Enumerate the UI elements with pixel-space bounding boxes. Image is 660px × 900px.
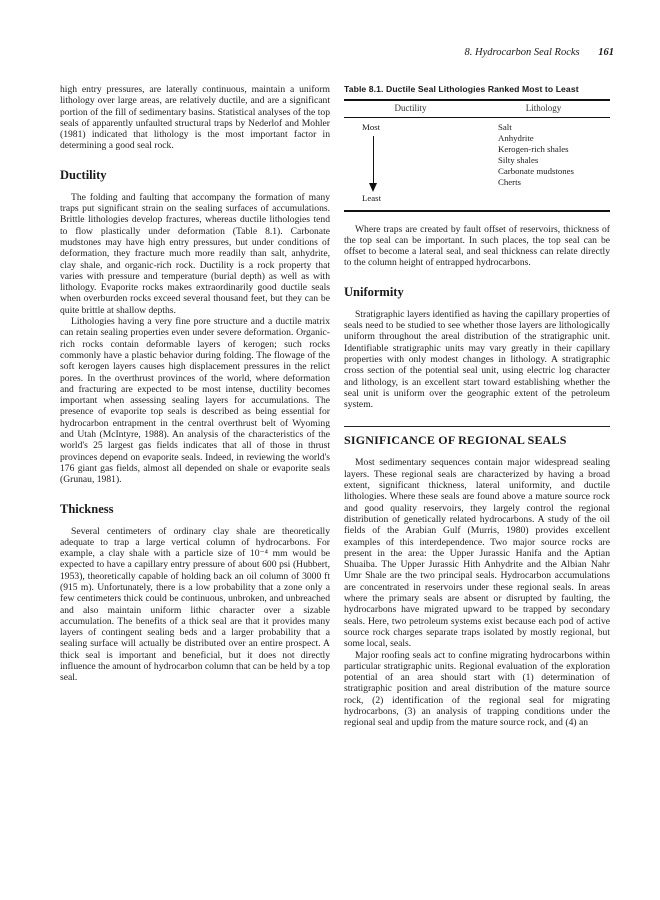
lithology-item: Salt bbox=[498, 121, 512, 132]
running-title: 8. Hydrocarbon Seal Rocks bbox=[464, 47, 580, 58]
ductility-paragraph-2: Lithologies having a very fine pore structure and a ductile matrix can retain sealing properties even under severe deformation. Organic-rich rocks contain deformable layers of kerogen; such rocks commonly have a plastic behavior during folding. The flowage of the soft kerogen layers causes high displacement pressures in the relict pores. In the overthrust provinces of the world, where deformation and fracturing are expected to be most intense, ductility becomes important when assessing sealing layers for accumulations. The presence of evaporite top seals is described as being essential for hydrocarbon entrapment in the central overthrust belt of Wyoming and Utah (McIntyre, 1988). An analysis of the characteristics of the world's 25 largest gas fields indicates that all of those in thrust provinces depend on evaporite seals. Indeed, in reviewing the world's 176 giant gas fields, almost all depended on shale or evaporite seals (Grunau, 1981). bbox=[60, 316, 330, 486]
ductility-heading: Ductility bbox=[60, 167, 107, 182]
table-header-row bbox=[344, 101, 610, 116]
table-body bbox=[344, 118, 610, 206]
table-title: Table 8.1. Ductile Seal Lithologies Ranked Most to Least bbox=[344, 84, 579, 94]
least-label: Least bbox=[362, 192, 382, 203]
lithology-item: Carbonate mudstones bbox=[498, 165, 574, 176]
down-arrow-shaft bbox=[373, 136, 374, 186]
traps-paragraph: Where traps are created by fault offset of reservoirs, thickness of the top seal can be important. In such places, the top seal can be offset to become a lateral seal, and seal thickness can relate directly to the column height of entrapped hydrocarbons. bbox=[344, 223, 610, 269]
most-label: Most bbox=[362, 121, 381, 132]
table-8-1 bbox=[344, 84, 610, 212]
column-header-ductility: Ductility bbox=[394, 103, 427, 114]
right-column bbox=[344, 84, 610, 729]
ductility-scale bbox=[344, 122, 494, 206]
page-number: 161 bbox=[598, 47, 614, 58]
lithology-item: Silty shales bbox=[498, 154, 539, 165]
down-arrow-icon bbox=[369, 183, 377, 192]
thickness-paragraph: Several centimeters of ordinary clay shale are theoretically adequate to trap a large vertical column of hydrocarbons. For example, a clay shale with a particle size of 10⁻⁴ mm would be expected to have a capillary entry pressure of about 600 psi (Hubbert, 1953), theoretically capable of holding back an oil column of 3000 ft (915 m). Unfortunately, there is a low probability that a zone only a few centimeters thick could be continuous, unbroken, and unbreached and also maintain uniform lithic character over a sizable accumulation. The benefits of a thick seal are that it provides many layers of contingent sealing beds and a larger probability that a sealing surface will actually be distributed over an entire prospect. A thick seal is important and beneficial, but it does not directly influence the amount of hydrocarbon column that can be held by a top seal. bbox=[60, 525, 330, 684]
regional-seals-paragraph-2: Major roofing seals act to confine migrating hydrocarbons within particular stratigraphic units. Regional evaluation of the exploration potential of an area should start with (1) determination of stratigraphic position and areal distribution of the mature source rock, (2) identification of the regional seal for migrating hydrocarbons, (3) an analysis of trapping conditions under the regional seal and updip from the mature source rock, and (4) an bbox=[344, 649, 610, 729]
intro-paragraph: high entry pressures, are laterally continuous, maintain a uniform lithology over large areas, are relatively ductile, and are a significant portion of the fill of sedimentary basins. Statistical analyses of the top seals of apparently unfaulted structural traps by Nederlof and Mohler (1981) indicated that lithology is the most important factor in determining a good seal rock. bbox=[60, 84, 330, 152]
lithology-list bbox=[494, 122, 574, 206]
lithology-item: Kerogen-rich shales bbox=[498, 143, 569, 154]
left-column bbox=[60, 84, 330, 684]
lithology-item: Cherts bbox=[498, 176, 521, 187]
thickness-heading: Thickness bbox=[60, 501, 114, 516]
uniformity-heading: Uniformity bbox=[344, 284, 404, 299]
uniformity-paragraph: Stratigraphic layers identified as having the capillary properties of seals need to be studied to see whether those layers are lithologically uniform throughout the areal distribution of the stratigraphic unit. Identifiable stratigraphic units may vary greatly in their capillary properties with only modest changes in lithology. A stratigraphic cross section of the potential seal unit, using electric log character and lithology, is an excellent start toward establishing whether the seal unit is uniform over the geographic extent of the petroleum system. bbox=[344, 308, 610, 411]
running-head bbox=[465, 47, 614, 58]
lithology-item: Anhydrite bbox=[498, 132, 534, 143]
regional-seals-paragraph-1: Most sedimentary sequences contain major widespread sealing layers. These regional seals are characterized by having a broad extent, significant thickness, lateral uniformity, and ductile lithologies. Where these seals are found above a mature source rock and good quality reservoirs, they largely control the regional distribution of genetically related hydrocarbons. A study of the oil fields of the Arabian Gulf (Murris, 1980) provides excellent examples of this interdependence. Two major source rocks are present in the area: the Upper Jurassic Hanifa and the Aptian Shuaiba. The Upper Jurassic Hith Anhydrite and the Albian Nahr Umr Shale are the two principal seals. Hydrocarbon accumulations are concentrated in reservoirs under these regional seals. In areas where the primary seals are absent or disrupted by faulting, the hydrocarbons have migrated upward to be trapped by secondary seals. Here, two petroleum systems exist because each pod of active source rock charges separate traps isolated by mostly regional, but some local, seals. bbox=[344, 457, 610, 650]
ductility-paragraph-1: The folding and faulting that accompany the formation of many traps put significant strain on the sealing surfaces of accumulations. Brittle lithologies develop fractures, whereas ductile lithologies tend to flow plastically under deformation (Table 8.1). Carbonate mudstones may have high entry pressures, but under conditions of deformation, they fracture much more readily than salt, anhydrite, clay shale, and organic-rich rock. Ductility is a rock property that varies with pressure and temperature (burial depth) as well as with lithology. Evaporite rocks makes extraordinarily good ductile seals when overburden rocks exceed several thousand feet, but they can be quite brittle at shallow depths. bbox=[60, 191, 330, 316]
regional-seals-heading: SIGNIFICANCE OF REGIONAL SEALS bbox=[344, 426, 610, 447]
column-header-lithology: Lithology bbox=[525, 103, 562, 114]
